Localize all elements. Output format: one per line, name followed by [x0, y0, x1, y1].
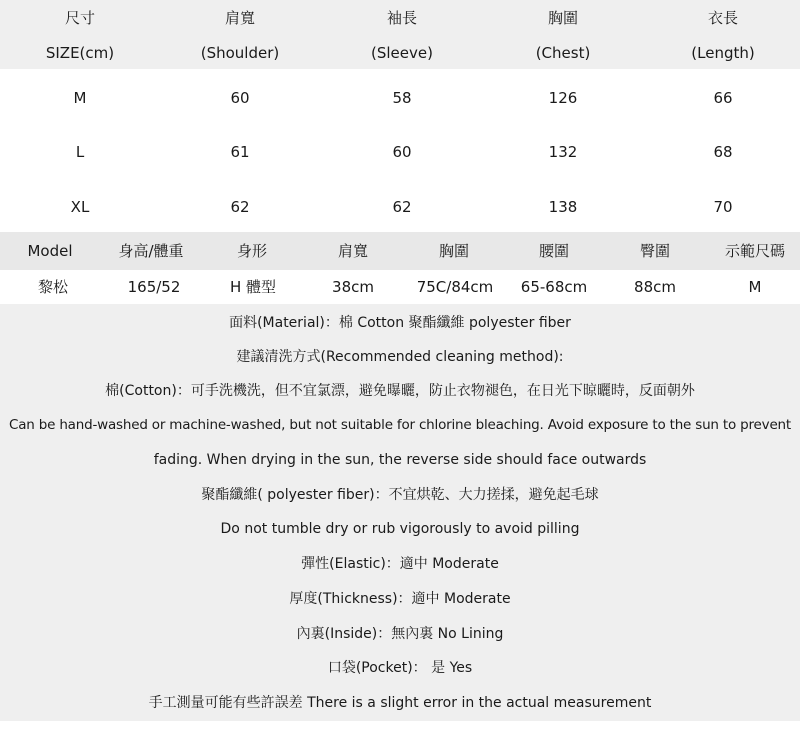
size-label: M	[73, 89, 87, 107]
size-table-header	[0, 0, 800, 69]
sleeve-value: 60	[392, 143, 412, 161]
header-chest: 胸圍	[438, 242, 470, 260]
model-name: 黎松	[37, 278, 69, 296]
product-info	[0, 304, 800, 721]
header-chest-en: (Chest)	[535, 44, 591, 62]
cotton-care-zh: 棉(Cotton)：可手洗機洗，但不宜氯漂，避免曝曬，防止衣物褪色，在日光下晾曬時，反面朝外	[105, 383, 695, 399]
polyester-care-zh: 聚酯纖維( polyester fiber)：不宜烘乾、大力搓揉，避免起毛球	[201, 487, 599, 503]
model-waist: 65-68cm	[520, 278, 588, 296]
model-shoulder: 38cm	[332, 278, 374, 296]
model-height-weight: 165/52	[127, 278, 181, 296]
inside-text: 內裏(Inside)：無內裏 No Lining	[296, 626, 504, 642]
pocket-text: 口袋(Pocket)： 是 Yes	[327, 660, 473, 676]
header-length-zh: 衣長	[707, 9, 738, 27]
header-sample-size: 示範尺碼	[724, 242, 786, 260]
header-size-zh: 尺寸	[64, 9, 95, 27]
model-body-shape: H 體型	[229, 278, 277, 296]
header-shoulder-en: (Shoulder)	[200, 44, 280, 62]
table-row	[0, 270, 800, 304]
header-waist: 腰圍	[538, 242, 570, 260]
sleeve-value: 62	[392, 198, 412, 216]
thickness-text: 厚度(Thickness)：適中 Moderate	[289, 591, 511, 607]
model-table-header	[0, 232, 800, 270]
header-shoulder-zh: 肩寬	[224, 9, 255, 27]
chest-value: 138	[548, 198, 578, 216]
length-value: 70	[713, 198, 733, 216]
header-height-weight: 身高/體重	[118, 242, 184, 260]
length-value: 66	[713, 89, 733, 107]
elastic-text: 彈性(Elastic)：適中 Moderate	[301, 556, 499, 572]
shoulder-value: 61	[230, 143, 250, 161]
header-body-shape: 身形	[236, 242, 268, 260]
chest-value: 132	[548, 143, 578, 161]
size-table-body	[0, 69, 800, 232]
cleaning-title: 建議清洗方式(Recommended cleaning method):	[236, 349, 564, 365]
model-sample-size: M	[748, 278, 762, 296]
header-hip: 臀圍	[639, 242, 671, 260]
header-shoulder: 肩寬	[337, 242, 369, 260]
chest-value: 126	[548, 89, 578, 107]
header-size-en: SIZE(cm)	[45, 44, 115, 62]
size-label: L	[75, 143, 85, 161]
polyester-care-en: Do not tumble dry or rub vigorously to avoid pilling	[220, 521, 580, 537]
shoulder-value: 60	[230, 89, 250, 107]
header-sleeve-zh: 袖長	[386, 9, 417, 27]
header-length-en: (Length)	[691, 44, 755, 62]
sleeve-value: 58	[392, 89, 412, 107]
size-label: XL	[70, 198, 90, 216]
length-value: 68	[713, 143, 733, 161]
cotton-care-en-2: fading. When drying in the sun, the reverse side should face outwards	[153, 452, 647, 468]
bottom-spacer	[0, 721, 800, 755]
header-model: Model	[27, 242, 73, 260]
material-text: 面料(Material)：棉 Cotton 聚酯纖維 polyester fiber	[229, 315, 571, 331]
shoulder-value: 62	[230, 198, 250, 216]
cotton-care-en-1: Can be hand-washed or machine-washed, but not suitable for chlorine bleaching. Avoid exposure to the sun to prevent	[9, 417, 791, 433]
header-sleeve-en: (Sleeve)	[371, 44, 433, 62]
measurement-note: 手工測量可能有些許誤差 There is a slight error in the actual measurement	[148, 695, 652, 711]
model-chest: 75C/84cm	[416, 278, 494, 296]
model-hip: 88cm	[634, 278, 676, 296]
header-chest-zh: 胸圍	[547, 9, 578, 27]
